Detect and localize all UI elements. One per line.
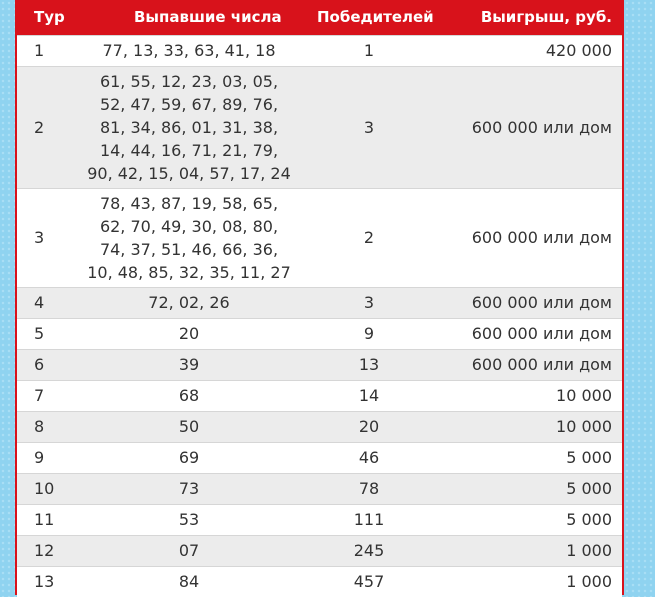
- prize-cell: 420 000: [439, 35, 622, 66]
- winners-cell: 13: [299, 349, 439, 380]
- numbers-cell: 73: [79, 473, 299, 504]
- prize-cell: 1 000: [439, 566, 622, 597]
- tour-cell: 3: [17, 188, 79, 287]
- winners-cell: 14: [299, 380, 439, 411]
- tour-cell: 9: [17, 442, 79, 473]
- winners-cell: 9: [299, 318, 439, 349]
- tour-cell: 6: [17, 349, 79, 380]
- table-header-row: [17, 0, 622, 35]
- tour-cell: 11: [17, 504, 79, 535]
- prize-cell: 600 000 или дом: [439, 66, 622, 188]
- prize-cell: 5 000: [439, 473, 622, 504]
- prize-cell: 1 000: [439, 535, 622, 566]
- winners-cell: 78: [299, 473, 439, 504]
- prize-cell: 600 000 или дом: [439, 188, 622, 287]
- header-tour: Тур: [34, 8, 65, 27]
- numbers-cell: 07: [79, 535, 299, 566]
- prize-cell: 600 000 или дом: [439, 349, 622, 380]
- table-row: [17, 566, 622, 597]
- header-numbers: Выпавшие числа: [134, 8, 282, 27]
- winners-cell: 46: [299, 442, 439, 473]
- tour-cell: 10: [17, 473, 79, 504]
- table-row: [17, 66, 622, 188]
- table-row: [17, 318, 622, 349]
- prize-cell: 10 000: [439, 380, 622, 411]
- numbers-cell: 20: [79, 318, 299, 349]
- numbers-cell: 78, 43, 87, 19, 58, 65, 62, 70, 49, 30, 08, 80, 74, 37, 51, 46, 66, 36, 10, 48, 85, 32, 35, 11, 27: [79, 188, 299, 287]
- winners-cell: 3: [299, 287, 439, 318]
- tour-cell: 13: [17, 566, 79, 597]
- table-body: [17, 35, 622, 597]
- numbers-cell: 77, 13, 33, 63, 41, 18: [79, 35, 299, 66]
- prize-cell: 600 000 или дом: [439, 318, 622, 349]
- table-row: [17, 287, 622, 318]
- header-winners: Победителей: [317, 8, 434, 27]
- tour-cell: 5: [17, 318, 79, 349]
- table-row: [17, 188, 622, 287]
- results-panel: [15, 0, 624, 595]
- table-row: [17, 380, 622, 411]
- prize-cell: 600 000 или дом: [439, 287, 622, 318]
- numbers-cell: 50: [79, 411, 299, 442]
- winners-cell: 20: [299, 411, 439, 442]
- numbers-cell: 61, 55, 12, 23, 03, 05, 52, 47, 59, 67, 89, 76, 81, 34, 86, 01, 31, 38, 14, 44, 16, 71, 21, 79, 90, 42, 15, 04, 57, 17, 24: [79, 66, 299, 188]
- table-row: [17, 35, 622, 66]
- tour-cell: 1: [17, 35, 79, 66]
- numbers-cell: 39: [79, 349, 299, 380]
- numbers-cell: 84: [79, 566, 299, 597]
- numbers-cell: 53: [79, 504, 299, 535]
- tour-cell: 4: [17, 287, 79, 318]
- table-row: [17, 504, 622, 535]
- header-prize: Выигрыш, руб.: [480, 8, 612, 27]
- table-row: [17, 473, 622, 504]
- prize-cell: 5 000: [439, 442, 622, 473]
- prize-cell: 5 000: [439, 504, 622, 535]
- winners-cell: 245: [299, 535, 439, 566]
- table-row: [17, 349, 622, 380]
- tour-cell: 8: [17, 411, 79, 442]
- tour-cell: 7: [17, 380, 79, 411]
- tour-cell: 2: [17, 66, 79, 188]
- tour-cell: 12: [17, 535, 79, 566]
- winners-cell: 111: [299, 504, 439, 535]
- table-row: [17, 535, 622, 566]
- winners-cell: 3: [299, 66, 439, 188]
- table-row: [17, 411, 622, 442]
- numbers-cell: 72, 02, 26: [79, 287, 299, 318]
- numbers-cell: 68: [79, 380, 299, 411]
- winners-cell: 457: [299, 566, 439, 597]
- winners-cell: 2: [299, 188, 439, 287]
- lottery-results-table: [17, 0, 622, 597]
- winners-cell: 1: [299, 35, 439, 66]
- prize-cell: 10 000: [439, 411, 622, 442]
- numbers-cell: 69: [79, 442, 299, 473]
- table-row: [17, 442, 622, 473]
